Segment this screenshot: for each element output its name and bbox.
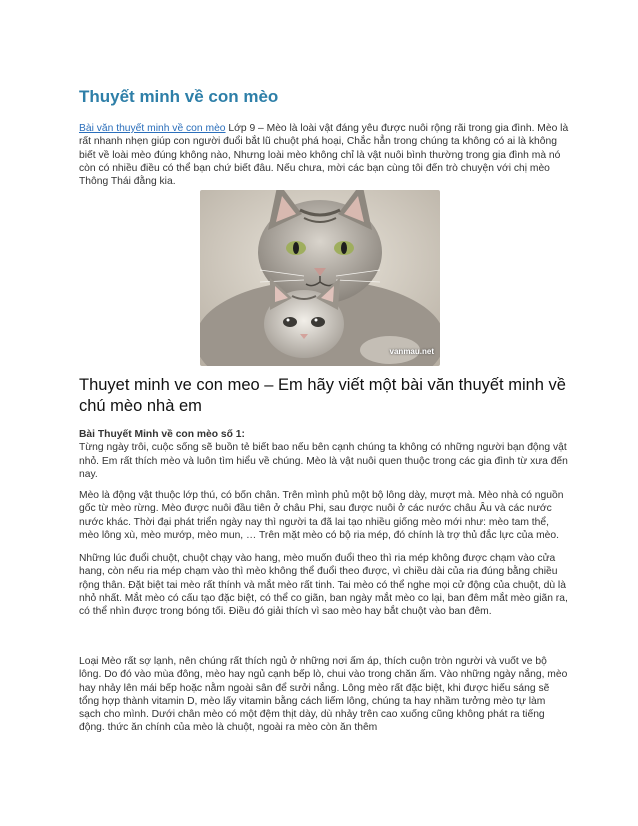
paragraph-4: Loại Mèo rất sợ lạnh, nên chúng rất thích ngủ ở những nơi ấm áp, thích cuộn tròn người và vuốt ve bộ lông. Do đó vào mùa đông, mèo hay ngủ cạnh bếp lò, chui vào trong chăn ấm. Vào những ngày nắng, mèo hay nhảy lên mái bếp hoặc nằm ngoài sân để sưởi nắng. Lông mèo rất đặc biệt, khi được hiếu sáng sẽ tổng hợp thành vitamin D, mèo lấy vitamin bằng cách liếm lông, chúng ta hay nhầm tưởng mèo tự làm sạch cho mình. Dưới chân mèo có một đệm thịt dày, dù nhảy trên cao xuống cũng không phát ra tiếng động. thức ăn chính của mèo là chuột, ngoài ra mèo còn ăn thêm <box>79 656 568 734</box>
paragraph-1-text: Từng ngày trôi, cuộc sống sẽ buồn tẻ biết bao nếu bên cạnh chúng ta không có những người bạn động vật nhỏ. Em rất thích mèo và luôn tìm hiểu về chúng. Mèo là vật nuôi quen thuộc trong các gia đình từ xưa đến nay. <box>79 442 568 480</box>
intro-text: Lớp 9 – Mèo là loài vật đáng yêu được nuôi rộng rãi trong gia đình. Mèo là rất nhanh nhẹn giúp con người đuổi bắt lũ chuột phá hoại, Chắc hẳn trong chúng ta không có ai là không biết về loài mèo đúng không nào, Nhưng loài mèo không chỉ là vật nuôi bình thường trong gia đình mà nó còn có nhiều điều có thể bạn chứ biết đâu. Nếu chưa, mời các bạn cùng tôi đến trò chuyện với chị mèo Thông Thái đằng kia. <box>79 123 569 188</box>
cat-photo <box>200 190 440 366</box>
article-subheading: Bài Thuyết Minh về con mèo số 1: <box>79 429 245 440</box>
paragraph-1 <box>79 428 569 481</box>
article-heading: Thuyet minh ve con meo – Em hãy viết một bài văn thuyết minh về chú mèo nhà em <box>79 376 566 415</box>
article-title: Thuyết minh về con mèo <box>79 87 279 106</box>
cat-photo-illustration <box>200 190 440 366</box>
photo-watermark: vanmau.net <box>389 347 434 356</box>
intro-link[interactable]: Bài văn thuyết minh về con mèo <box>79 123 226 134</box>
paragraph-3: Những lúc đuổi chuột, chuột chạy vào hang, mèo muốn đuổi theo thì ria mép không được chạm vào cửa hang, còn nếu ria mép chạm vào thì mèo không thể đuổi theo được, vì chiều dài của ria đúng bằng chiều rộng thân. Đặt biệt tai mèo rất thính và mắt mèo rất tinh. Tai mèo có thể nghe mọi cử động của chuột, dù là nhỏ nhất. Mắt mèo có cấu tạo đặc biệt, có thể co giãn, ban ngày mắt mèo co lại, ban đêm mắt mèo giãn ra, có thể nhìn được trong bóng tối. Điều đó giải thích vì sao mèo hay bắt chuột vào ban đêm. <box>79 553 568 618</box>
paragraph-2: Mèo là động vật thuộc lớp thú, có bốn chân. Trên mình phủ một bộ lông dày, mượt mà. Mèo nhà có nguồn gốc từ mèo rừng. Mèo được nuôi đầu tiên ở châu Phi, sau được nuôi ở các nước châu Âu và các nước nước khác. Thời đại phát triển ngày nay thì người ta đã lai tạo nhiều giống mèo mới như: mèo tam thể, mèo lông xù, mèo mướp, mèo mun, … Trên mặt mèo có bộ ria mép, đó chính là trợ thủ đắc lực của mèo. <box>79 490 564 541</box>
intro-paragraph <box>79 122 569 188</box>
